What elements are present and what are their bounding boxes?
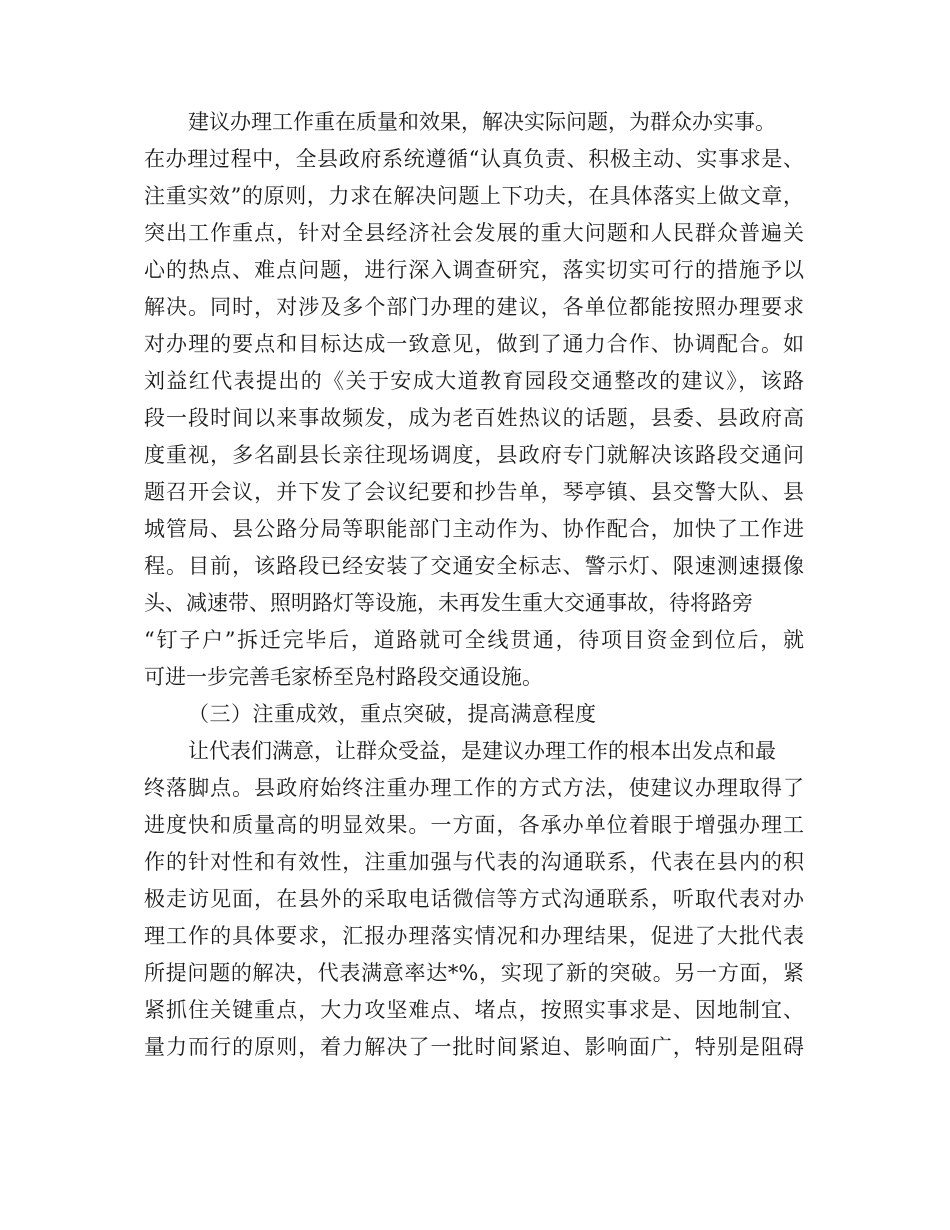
paragraph-line: 进度快和质量高的明显效果。一方面，各承办单位着眼于增强办理工 (144, 813, 804, 837)
paragraph-line: 城管局、县公路分局等职能部门主动作为、协作配合，加快了工作进 (144, 517, 804, 541)
paragraph-line: 解决。同时，对涉及多个部门办理的建议，各单位都能按照办理要求 (144, 295, 804, 319)
document-body (144, 104, 804, 1066)
paragraph-1 (144, 104, 804, 696)
paragraph-line: 刘益红代表提出的《关于安成大道教育园段交通整改的建议》，该路 (144, 369, 804, 393)
paragraph-line: 度重视，多名副县长亲往现场调度，县政府专门就解决该路段交通问 (144, 443, 804, 467)
paragraph-line: 程。目前，该路段已经安装了交通安全标志、警示灯、限速测速摄像 (144, 554, 804, 578)
paragraph-line: “钉子户”拆迁完毕后，道路就可全线贯通，待项目资金到位后，就 (144, 628, 804, 652)
paragraph-line: 建议办理工作重在质量和效果，解决实际问题，为群众办实事。 (188, 110, 776, 134)
paragraph-line: 突出工作重点，针对全县经济社会发展的重大问题和人民群众普遍关 (144, 221, 804, 245)
paragraph-line: 可进一步完善毛家桥至凫村路段交通设施。 (144, 665, 543, 689)
paragraph-line: 终落脚点。县政府始终注重办理工作的方式方法，使建议办理取得了 (144, 776, 804, 800)
paragraph-line: 所提问题的解决，代表满意率达*%，实现了新的突破。另一方面，紧 (144, 961, 804, 985)
paragraph-line: 头、减速带、照明路灯等设施，未再发生重大交通事故，待将路旁 (144, 591, 753, 615)
paragraph-line: 段一段时间以来事故频发，成为老百姓热议的话题，县委、县政府高 (144, 406, 804, 430)
paragraph-line: 题召开会议，并下发了会议纪要和抄告单，琴亭镇、县交警大队、县 (144, 480, 804, 504)
paragraph-line: 在办理过程中，全县政府系统遵循“认真负责、积极主动、实事求是、 (144, 147, 804, 171)
section-heading: （三）注重成效，重点突破，提高满意程度 (188, 702, 597, 726)
paragraph-2 (144, 733, 804, 1066)
paragraph-line: 心的热点、难点问题，进行深入调查研究，落实切实可行的措施予以 (144, 258, 804, 282)
paragraph-line: 量力而行的原则，着力解决了一批时间紧迫、影响面广，特别是阻碍 (144, 1035, 804, 1059)
paragraph-line: 极走访见面，在县外的采取电话微信等方式沟通联系，听取代表对办 (144, 887, 804, 911)
paragraph-line: 理工作的具体要求，汇报办理落实情况和办理结果，促进了大批代表 (144, 924, 804, 948)
paragraph-line: 作的针对性和有效性，注重加强与代表的沟通联系，代表在县内的积 (144, 850, 804, 874)
paragraph-line: 注重实效”的原则，力求在解决问题上下功夫，在具体落实上做文章， (144, 184, 804, 208)
paragraph-line: 对办理的要点和目标达成一致意见，做到了通力合作、协调配合。如 (144, 332, 804, 356)
paragraph-line: 让代表们满意，让群众受益，是建议办理工作的根本出发点和最 (188, 739, 776, 763)
paragraph-line: 紧抓住关键重点，大力攻坚难点、堵点，按照实事求是、因地制宜、 (144, 998, 804, 1022)
